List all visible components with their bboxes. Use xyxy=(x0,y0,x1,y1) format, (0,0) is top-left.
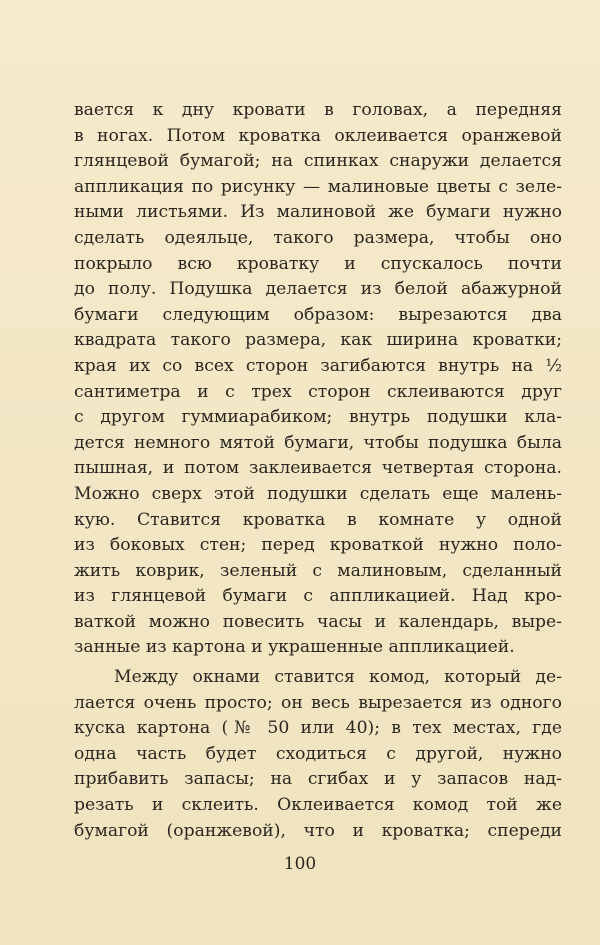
text-line: дется немного мятой бумаги, чтобы подушка была xyxy=(74,432,562,453)
text-line: бумагой (оранжевой), что и кроватка; спереди xyxy=(74,820,562,841)
text-line: в ногах. Потом кроватка оклеивается оранжевой xyxy=(74,125,562,146)
text-line: вается к дну кровати в головах, а передняя xyxy=(74,100,562,120)
text-line: занные из картона и украшенные аппликацией. xyxy=(74,637,515,658)
text-line: лается очень просто; он весь вырезается из одного xyxy=(74,692,562,713)
text-line: сделать одеяльце, такого размера, чтобы оно xyxy=(74,227,562,248)
page-number: 100 xyxy=(283,854,317,874)
text-line: до полу. Подушка делается из белой абажурной xyxy=(74,279,562,300)
text-line: бумаги следующим образом: вырезаются два xyxy=(74,304,562,325)
text-line: квадрата такого размера, как ширина кроватки; xyxy=(74,330,562,351)
text-line: сантиметра и с трех сторон склеиваются друг xyxy=(74,381,562,402)
text-line: пышная, и потом заклеивается четвертая сторона. xyxy=(74,458,562,479)
text-line: резать и склеить. Оклеивается комод той же xyxy=(74,795,562,816)
page-text xyxy=(74,98,562,844)
text-line: кую. Ставится кроватка в комнате у одной xyxy=(74,509,562,530)
text-line: глянцевой бумагой; на спинках снаружи делается xyxy=(74,151,562,172)
text-line: Между окнами ставится комод, который де- xyxy=(114,667,562,688)
text-line: с другом гуммиарабиком; внутрь подушки кла- xyxy=(74,407,562,428)
text-line: ными листьями. Из малиновой же бумаги нужно xyxy=(74,202,562,223)
text-line: края их со всех сторон загибаются внутрь на ½ xyxy=(74,355,562,376)
text-line: Можно сверх этой подушки сделать еще малень- xyxy=(74,483,562,504)
text-line: одна часть будет сходиться с другой, нужно xyxy=(74,743,562,764)
text-line: аппликация по рисунку — малиновые цветы с зеле- xyxy=(74,176,562,197)
text-line: ваткой можно повесить часы и календарь, выре- xyxy=(74,611,562,632)
text-line: куска картона (№ 50 или 40); в тех местах, где xyxy=(74,718,562,739)
text-line: покрыло всю кроватку и спускалось почти xyxy=(74,253,562,274)
text-line: из боковых стен; перед кроваткой нужно поло- xyxy=(74,535,562,556)
text-line: жить коврик, зеленый с малиновым, сделанный xyxy=(74,560,562,581)
text-line: прибавить запасы; на сгибах и у запасов над- xyxy=(74,769,562,790)
text-line: из глянцевой бумаги с аппликацией. Над кро- xyxy=(74,586,562,607)
